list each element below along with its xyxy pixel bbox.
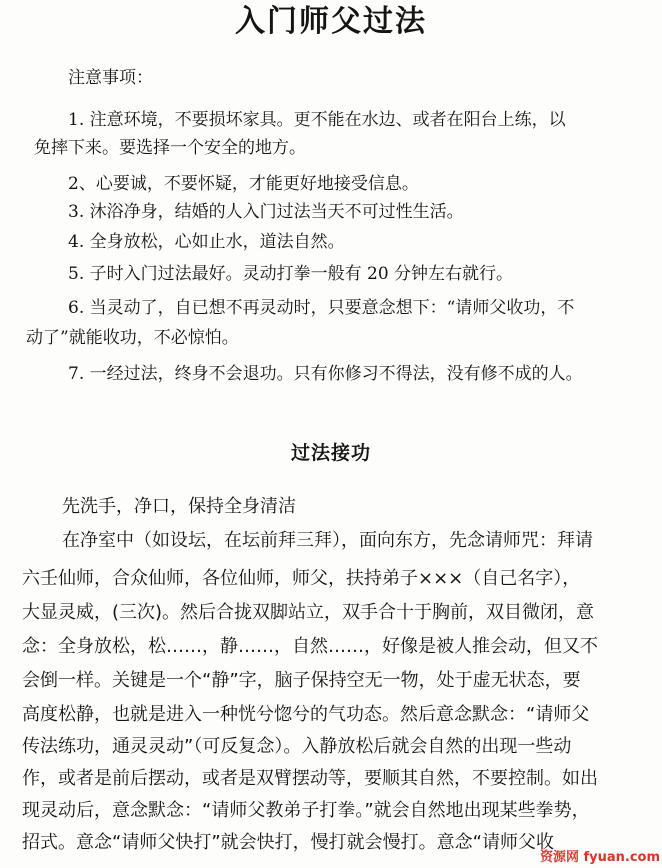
body-line: 传法练功，通灵灵动”（可反复念）。入静放松后就会自然的出现一些动 (22, 736, 572, 757)
watermark: 资源网 fyuan.com (539, 850, 660, 865)
body-line: 六壬仙师，合众仙师，各位仙师，师父，扶持弟子×××（自己名字）， (22, 568, 581, 589)
notice-item: 1. 注意环境，不要损坏家具。更不能在水边、或者在阳台上练，以 (68, 110, 566, 130)
notice-item: 3. 沐浴净身，结婚的人入门过法当天不可过性生活。 (68, 202, 464, 222)
body-line: 高度松静，也就是进入一种恍兮惚兮的气功态。然后意念默念：“请师父 (22, 704, 590, 725)
body-line: 大显灵威，(三次)。然后合拢双脚站立，双手合十于胸前，双目微闭，意 (22, 602, 595, 623)
notice-item: 6. 当灵动了，自已想不再灵动时，只要意念想下：“请师父收功，不 (68, 298, 575, 318)
notice-heading: 注意事项： (68, 68, 153, 88)
notice-item-continuation: 动了”就能收功，不必惊怕。 (26, 328, 239, 348)
section-title: 过法接功 (290, 442, 371, 464)
body-line: 作，或者是前后摆动，或者是双臂摆动等，要顺其自然，不要控制。如出 (22, 768, 598, 789)
body-line: 念：全身放松，松……，静……，自然……，好像是被人推会动，但又不 (22, 636, 598, 657)
notice-item: 2、心要诚，不要怀疑，才能更好地接受信息。 (68, 174, 419, 194)
body-line: 在净室中（如设坛，在坛前拜三拜），面向东方，先念请师咒：拜请 (62, 530, 593, 551)
notice-item-continuation: 免摔下来。要选择一个安全的地方。 (34, 138, 306, 158)
body-line: 招式。意念“请师父快打”就会快打，慢打就会慢打。意念“请师父收 (22, 832, 554, 853)
page-title: 入门师父过法 (235, 4, 427, 39)
notice-item: 5. 子时入门过法最好。灵动打拳一般有 20 分钟左右就行。 (68, 264, 514, 284)
body-line: 会倒一样。关键是一个“静”字，脑子保持空无一物，处于虚无状态，要 (22, 670, 581, 691)
notice-item: 4. 全身放松，心如止水，道法自然。 (68, 232, 345, 252)
notice-item: 7. 一经过法，终身不会退功。只有你修习不得法，没有修不成的人。 (68, 364, 583, 384)
body-line: 先洗手，净口，保持全身清洁 (62, 496, 296, 517)
body-line: 现灵动后，意念默念：“请师父教弟子打拳。”就会自然地出现某些拳势， (22, 800, 590, 821)
